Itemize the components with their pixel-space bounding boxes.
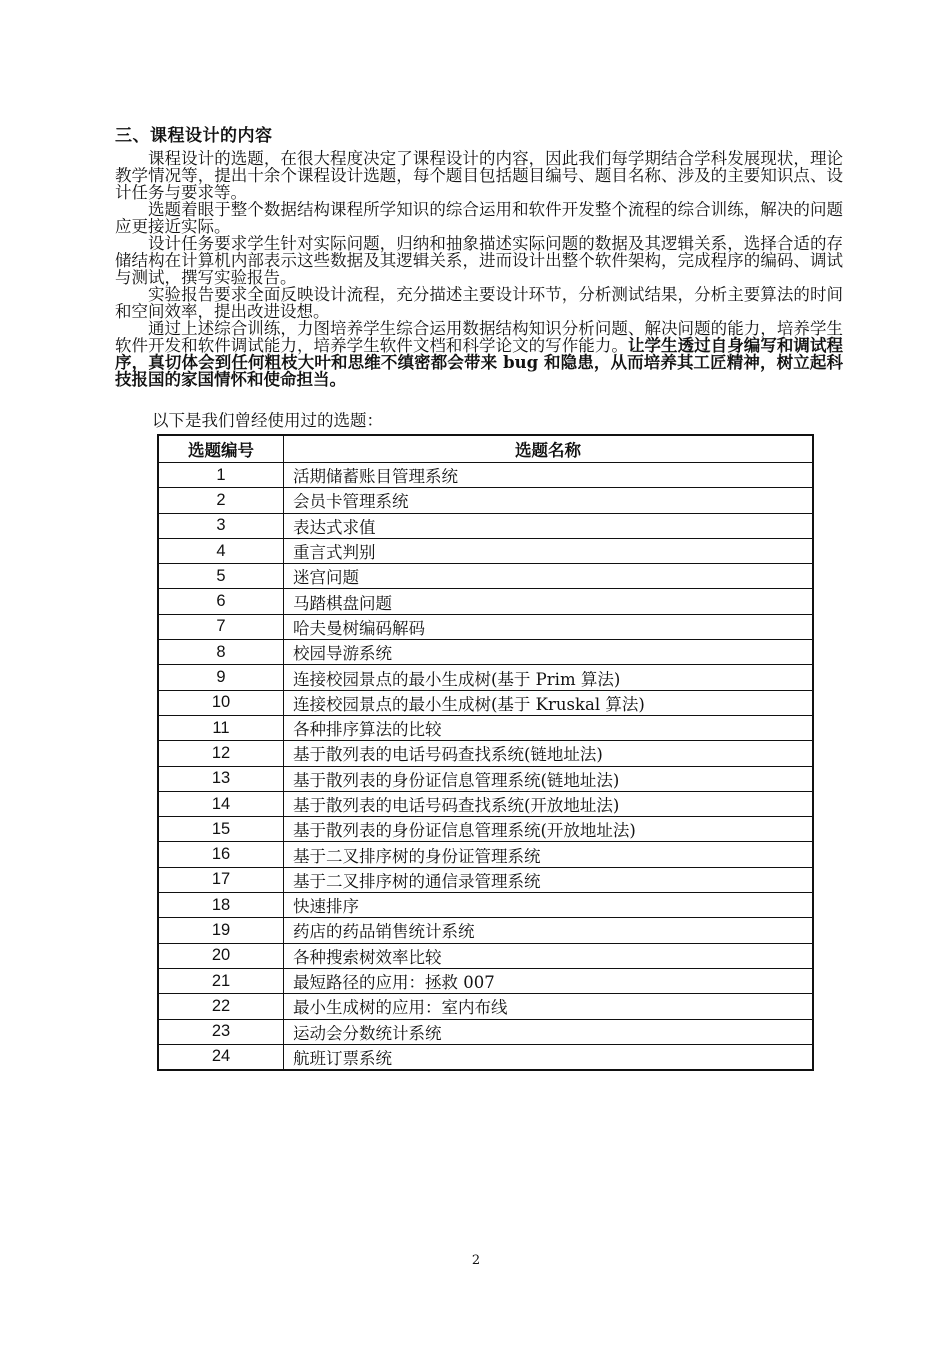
section-title: 三、课程设计的内容 <box>115 126 273 146</box>
topic-number-cell: 17 <box>158 867 284 892</box>
topic-number-cell: 9 <box>158 665 284 690</box>
body-text <box>115 150 843 388</box>
topic-number-cell: 6 <box>158 589 284 614</box>
topic-number-cell: 23 <box>158 1019 284 1044</box>
topic-number-cell: 12 <box>158 741 284 766</box>
paragraph-topic-selection: 课程设计的选题，在很大程度决定了课程设计的内容，因此我们每学期结合学科发展现状，理论教学情况等，提出十余个课程设计选题，每个题目包括题目编号、题目名称、涉及的主要知识点、设计任务与要求等。 <box>115 149 843 202</box>
table-row <box>158 640 813 665</box>
table-row <box>158 943 813 968</box>
topic-name-cell: 重言式判别 <box>284 538 814 563</box>
paragraph-topic-focus: 选题着眼于整个数据结构课程所学知识的综合运用和软件开发整个流程的综合训练，解决的问题应更接近实际。 <box>115 200 843 236</box>
table-body <box>158 463 813 1071</box>
topic-name-cell: 哈夫曼树编码解码 <box>284 614 814 639</box>
table-row <box>158 741 813 766</box>
topic-name-cell: 基于散列表的身份证信息管理系统(链地址法) <box>284 766 814 791</box>
topic-name-cell: 最短路径的应用：拯救 007 <box>284 968 814 993</box>
training-goal-emphasis: 让学生透过自身编写和调试程序，真切体会到任何粗枝大叶和思维不缜密都会带来 bug 和隐患，从而培养其工匠精神，树立起科技报国的家国情怀和使命担当。 <box>115 336 844 389</box>
topic-number-cell: 13 <box>158 766 284 791</box>
topic-number-cell: 14 <box>158 791 284 816</box>
header-topic-number: 选题编号 <box>158 435 284 463</box>
topic-number-cell: 19 <box>158 918 284 943</box>
topic-number-cell: 3 <box>158 513 284 538</box>
topic-number-cell: 22 <box>158 994 284 1019</box>
topic-name-cell: 药店的药品销售统计系统 <box>284 918 814 943</box>
topic-number-cell: 1 <box>158 463 284 488</box>
table-row <box>158 867 813 892</box>
topics-table <box>157 434 814 1071</box>
topic-number-cell: 7 <box>158 614 284 639</box>
table-row <box>158 791 813 816</box>
table-row <box>158 994 813 1019</box>
topic-name-cell: 基于二叉排序树的通信录管理系统 <box>284 867 814 892</box>
topic-name-cell: 基于散列表的身份证信息管理系统(开放地址法) <box>284 817 814 842</box>
header-topic-name: 选题名称 <box>284 435 814 463</box>
topic-number-cell: 8 <box>158 640 284 665</box>
topic-name-cell: 校园导游系统 <box>284 640 814 665</box>
topic-number-cell: 21 <box>158 968 284 993</box>
topic-number-cell: 10 <box>158 690 284 715</box>
topic-name-cell: 活期储蓄账目管理系统 <box>284 463 814 488</box>
topic-name-cell: 马踏棋盘问题 <box>284 589 814 614</box>
table-row <box>158 968 813 993</box>
paragraph-training-goal <box>115 320 843 388</box>
training-goal-text: 通过上述综合训练，力图培养学生综合运用数据结构知识分析问题、解决问题的能力，培养学生软件开发和软件调试能力，培养学生软件文档和科学论文的写作能力。 <box>115 319 843 355</box>
table-row <box>158 1044 813 1070</box>
topic-name-cell: 各种排序算法的比较 <box>284 715 814 740</box>
topic-name-cell: 航班订票系统 <box>284 1044 814 1070</box>
topic-number-cell: 4 <box>158 538 284 563</box>
table-row <box>158 564 813 589</box>
topic-name-cell: 迷宫问题 <box>284 564 814 589</box>
topic-name-cell: 运动会分数统计系统 <box>284 1019 814 1044</box>
table-row <box>158 665 813 690</box>
topic-number-cell: 20 <box>158 943 284 968</box>
topic-name-cell: 会员卡管理系统 <box>284 488 814 513</box>
page-number: 2 <box>471 1253 481 1268</box>
table-row <box>158 766 813 791</box>
table-row <box>158 842 813 867</box>
table-row <box>158 715 813 740</box>
topic-number-cell: 24 <box>158 1044 284 1070</box>
topic-number-cell: 16 <box>158 842 284 867</box>
topic-name-cell: 连接校园景点的最小生成树(基于 Prim 算法) <box>284 665 814 690</box>
topic-number-cell: 15 <box>158 817 284 842</box>
topic-name-cell: 表达式求值 <box>284 513 814 538</box>
table-row <box>158 463 813 488</box>
table-header-row <box>158 435 813 463</box>
table-row <box>158 488 813 513</box>
table-row <box>158 918 813 943</box>
table-row <box>158 1019 813 1044</box>
paragraph-report-requirement: 实验报告要求全面反映设计流程，充分描述主要设计环节，分析测试结果，分析主要算法的时间和空间效率，提出改进设想。 <box>115 285 843 321</box>
table-row <box>158 893 813 918</box>
topic-name-cell: 连接校园景点的最小生成树(基于 Kruskal 算法) <box>284 690 814 715</box>
topic-name-cell: 基于散列表的电话号码查找系统(链地址法) <box>284 741 814 766</box>
topic-name-cell: 基于散列表的电话号码查找系统(开放地址法) <box>284 791 814 816</box>
topic-name-cell: 快速排序 <box>284 893 814 918</box>
table-row <box>158 538 813 563</box>
topic-name-cell: 最小生成树的应用：室内布线 <box>284 994 814 1019</box>
table-row <box>158 690 813 715</box>
table-row <box>158 589 813 614</box>
topic-number-cell: 18 <box>158 893 284 918</box>
topic-number-cell: 5 <box>158 564 284 589</box>
table-row <box>158 817 813 842</box>
table-row <box>158 513 813 538</box>
table-row <box>158 614 813 639</box>
topic-name-cell: 基于二叉排序树的身份证管理系统 <box>284 842 814 867</box>
topic-name-cell: 各种搜索树效率比较 <box>284 943 814 968</box>
topic-number-cell: 11 <box>158 715 284 740</box>
paragraph-design-task: 设计任务要求学生针对实际问题，归纳和抽象描述实际问题的数据及其逻辑关系，选择合适的存储结构在计算机内部表示这些数据及其逻辑关系，进而设计出整个软件架构，完成程序的编码、调试与测试，撰写实验报告。 <box>115 234 843 287</box>
table-intro: 以下是我们曾经使用过的选题： <box>152 411 383 430</box>
topic-number-cell: 2 <box>158 488 284 513</box>
